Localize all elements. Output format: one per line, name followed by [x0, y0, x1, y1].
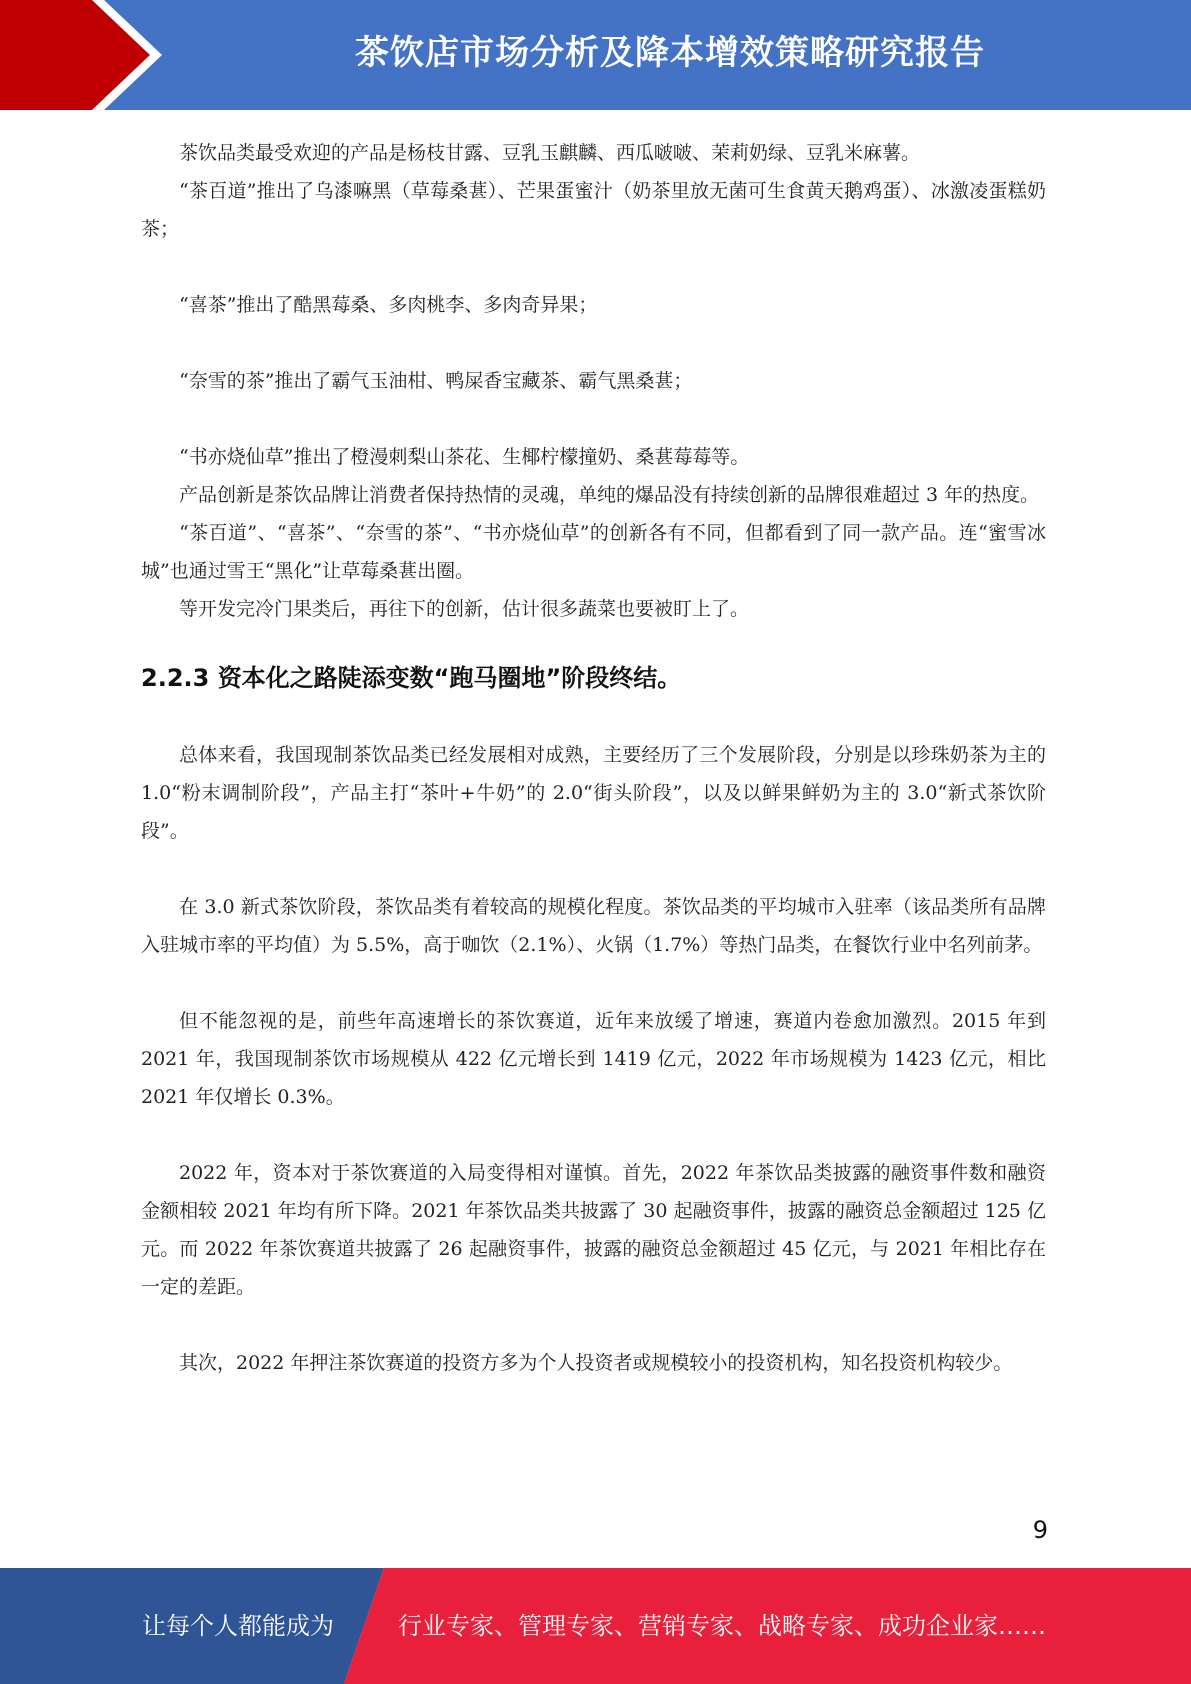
paragraph: “奈雪的茶”推出了霸气玉油柑、鸭屎香宝藏茶、霸气黑桑葚；	[179, 370, 693, 392]
paragraph: 其次，2022 年押注茶饮赛道的投资方多为个人投资者或规模较小的投资机构，知名投资机构较少。	[179, 1352, 1013, 1374]
paragraph: “茶百道”推出了乌漆嘛黑（草莓桑葚）、芒果蛋蜜汁（奶茶里放无菌可生食黄天鹅鸡蛋）、冰激凌蛋糕奶茶；	[141, 180, 1046, 240]
page-footer	[0, 1568, 1191, 1684]
paragraph: 在 3.0 新式茶饮阶段，茶饮品类有着较高的规模化程度。茶饮品类的平均城市入驻率（该品类所有品牌入驻城市率的平均值）为 5.5%，高于咖饮（2.1%）、火锅（1.7%）等热门品类，在餐饮行业中名列前茅。	[141, 896, 1046, 956]
paragraph: 总体来看，我国现制茶饮品类已经发展相对成熟，主要经历了三个发展阶段，分别是以珍珠奶茶为主的 1.0“粉末调制阶段”，产品主打“茶叶+牛奶”的 2.0“街头阶段”，以及以鲜果鲜奶为主的 3.0“新式茶饮阶段”。	[141, 744, 1046, 842]
footer-slogan-left: 让每个人都能成为	[142, 1612, 334, 1640]
section-heading: 2.2.3 资本化之路陡添变数“跑马圈地”阶段终结。	[141, 664, 682, 692]
paragraph: “喜茶”推出了酷黑莓桑、多肉桃李、多肉奇异果；	[179, 294, 598, 316]
paragraph: 2022 年，资本对于茶饮赛道的入局变得相对谨慎。首先，2022 年茶饮品类披露的融资事件数和融资金额相较 2021 年均有所下降。2021 年茶饮品类共披露了 30 起融资事件，披露的融资总金额超过 125 亿元。而 2022 年茶饮赛道共披露了 26 起融资事件，披露的融资总金额超过 45 亿元，与 2021 年相比存在一定的差距。	[141, 1162, 1046, 1298]
paragraph: 产品创新是茶饮品牌让消费者保持热情的灵魂，单纯的爆品没有持续创新的品牌很难超过 3 年的热度。	[179, 484, 1040, 506]
paragraph: 茶饮品类最受欢迎的产品是杨枝甘露、豆乳玉麒麟、西瓜啵啵、茉莉奶绿、豆乳米麻薯。	[179, 142, 921, 164]
paragraph: 等开发完冷门果类后，再往下的创新，估计很多蔬菜也要被盯上了。	[179, 598, 750, 620]
paragraph: 但不能忽视的是，前些年高速增长的茶饮赛道，近年来放缓了增速，赛道内卷愈加激烈。2015 年到 2021 年，我国现制茶饮市场规模从 422 亿元增长到 1419 亿元，2022 年市场规模为 1423 亿元，相比 2021 年仅增长 0.3%。	[141, 1010, 1046, 1108]
paragraph: “茶百道”、“喜茶”、“奈雪的茶”、“书亦烧仙草”的创新各有不同，但都看到了同一款产品。连“蜜雪冰城”也通过雪王“黑化”让草莓桑葚出圈。	[141, 522, 1046, 582]
footer-slogan-right: 行业专家、管理专家、营销专家、战略专家、成功企业家……	[398, 1612, 1046, 1640]
page-number: 9	[1032, 1516, 1048, 1544]
paragraph: “书亦烧仙草”推出了橙漫刺梨山茶花、生椰柠檬撞奶、桑葚莓莓等。	[179, 446, 750, 468]
document-body	[141, 134, 1046, 1382]
report-title: 茶饮店市场分析及降本增效策略研究报告	[355, 33, 985, 73]
page-header	[0, 0, 1191, 110]
